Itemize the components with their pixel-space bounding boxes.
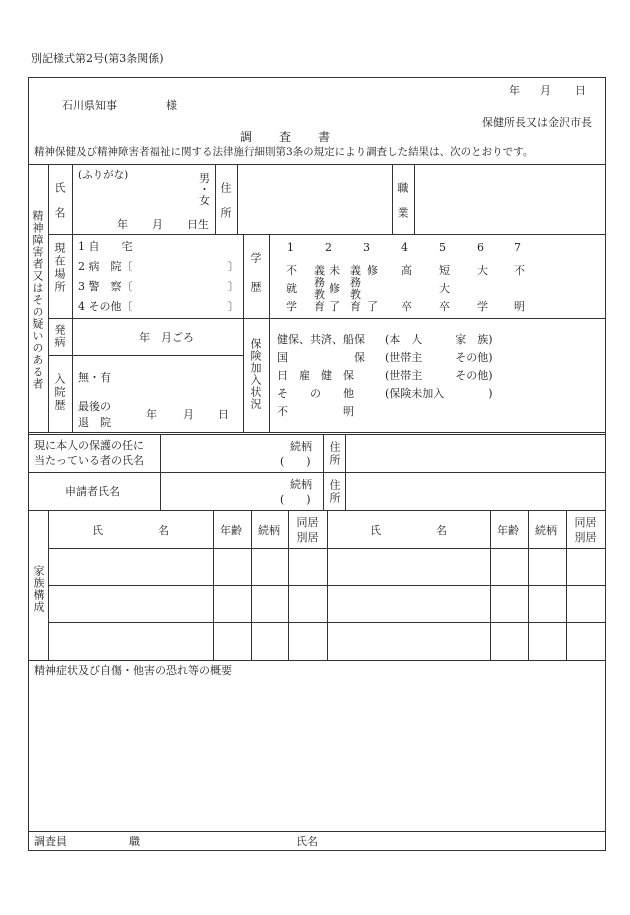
family-col-relation: 続柄 — [535, 524, 557, 537]
education-number: 4 — [401, 241, 408, 254]
education-option-char: 不 — [514, 264, 525, 277]
education-option-char: 学 — [477, 300, 488, 313]
hospital-history-label: 入院歴 — [53, 373, 66, 412]
applicant-address-label: 住所 — [328, 479, 341, 505]
education-number: 7 — [514, 241, 521, 254]
bracket-close: 〕 — [228, 300, 239, 313]
symptoms-label: 精神症状及び自傷・他害の恐れ等の概要 — [34, 664, 232, 677]
education-option-char: 未 — [329, 264, 340, 277]
education-number: 6 — [477, 241, 484, 254]
education-option-char: 了 — [329, 300, 340, 313]
insurance-type: そ の 他 — [277, 387, 354, 400]
discharge-month: 月 — [183, 408, 194, 421]
guardian-label-line2: 当たっている者の氏名 — [34, 454, 144, 467]
education-number: 3 — [363, 241, 370, 254]
sex-male: 男 — [199, 172, 210, 185]
education-option-char: 教 — [350, 288, 361, 301]
bracket-close: 〕 — [228, 280, 239, 293]
address-label: 住所 — [219, 182, 232, 232]
education-option-char: 大 — [477, 264, 488, 277]
family-section-label: 家族構成 — [32, 565, 45, 613]
patient-section-label: 精神障害者又はその疑いのある者 — [31, 210, 44, 390]
family-col-age: 年齢 — [497, 524, 519, 537]
onset-value: 年 月ごろ — [139, 331, 194, 344]
education-number: 2 — [325, 241, 332, 254]
location-item-police: 3 警 察〔 — [78, 280, 133, 293]
guardian-relation: 続柄 — [290, 440, 312, 453]
applicant-label: 申請者氏名 — [65, 485, 120, 498]
insurance-type: 健保、共済、船保 — [277, 333, 365, 346]
hospital-history-value: 無・有 — [78, 371, 111, 384]
education-number: 5 — [439, 241, 446, 254]
position-label: 職 — [129, 835, 140, 848]
family-col-cohabit: 同居 別居 — [296, 516, 319, 544]
investigator-name-label: 氏名 — [296, 835, 318, 848]
birth-month: 月 — [152, 218, 163, 231]
intro-text: 精神保健及び精神障害者福祉に関する法律施行細則第3条の規定により調査した結果は、次のとおりです。 — [34, 146, 534, 158]
page-title: 調 査 書 — [240, 130, 332, 144]
insurance-detail: (本 人 家 族) — [385, 333, 493, 346]
education-label: 学歴 — [249, 252, 262, 310]
education-option-char: 就 — [286, 282, 297, 295]
education-option-char: 教 — [314, 288, 325, 301]
insurance-label: 保険加入状況 — [249, 338, 262, 410]
education-option-char: 不 — [286, 264, 297, 277]
education-option-char: 修 — [367, 264, 378, 277]
education-option-char: 卒 — [439, 300, 450, 313]
insurance-detail: (保険未加入 ) — [385, 387, 493, 400]
last-discharge-line1: 最後の — [78, 400, 111, 413]
insurance-type: 不 明 — [277, 405, 354, 418]
addressee-sama: 様 — [166, 99, 177, 112]
date-month: 月 — [540, 84, 551, 97]
education-option-char: 務 — [350, 276, 361, 289]
education-option-char: 学 — [286, 300, 297, 313]
bracket-close: 〕 — [228, 260, 239, 273]
education-option-char: 育 — [314, 300, 325, 313]
birth-year: 年 — [117, 218, 128, 231]
applicant-relation-paren: ( ) — [280, 493, 311, 506]
sex-female: 女 — [199, 194, 210, 207]
family-col-name: 氏 名 — [92, 524, 169, 537]
occupation-label: 職業 — [396, 182, 409, 232]
applicant-relation: 続柄 — [290, 478, 312, 491]
insurance-detail: (世帯主 その他) — [385, 351, 493, 364]
family-col-name: 氏 名 — [370, 524, 447, 537]
location-label: 現在場所 — [53, 242, 66, 294]
furigana-label: (ふりがな) — [78, 169, 129, 181]
insurance-type: 国 保 — [277, 351, 365, 364]
education-option-char: 高 — [401, 264, 412, 277]
insurance-type: 日 雇 健 保 — [277, 369, 354, 382]
education-option-char: 卒 — [401, 300, 412, 313]
education-option-char: 明 — [514, 300, 525, 313]
education-option-char: 大 — [439, 282, 450, 295]
education-number: 1 — [287, 241, 294, 254]
family-col-relation: 続柄 — [258, 524, 280, 537]
education-option-char: 育 — [350, 300, 361, 313]
date-day: 日 — [575, 84, 586, 97]
education-option-char: 修 — [329, 282, 340, 295]
sender: 保健所長又は金沢市長 — [482, 116, 592, 129]
location-item-other: 4 その他〔 — [78, 300, 133, 313]
guardian-address-label: 住所 — [328, 441, 341, 467]
addressee: 石川県知事 — [62, 99, 117, 112]
discharge-day: 日 — [218, 408, 229, 421]
last-discharge-line2: 退 院 — [78, 416, 111, 429]
sex-dot: ・ — [199, 183, 210, 196]
education-option-char: 義 — [350, 264, 361, 277]
guardian-relation-paren: ( ) — [280, 455, 311, 468]
insurance-detail: (世帯主 その他) — [385, 369, 493, 382]
family-col-cohabit: 同居 別居 — [574, 516, 597, 544]
education-option-char: 了 — [367, 300, 378, 313]
education-option-char: 義 — [314, 264, 325, 277]
guardian-label-line1: 現に本人の保護の任に — [34, 439, 144, 452]
date-year: 年 — [509, 84, 520, 97]
birth-day: 日生 — [187, 218, 209, 231]
family-col-age: 年齢 — [220, 524, 242, 537]
onset-label: 発病 — [53, 324, 66, 348]
name-label: 氏名 — [53, 182, 66, 232]
investigator-label: 調査員 — [34, 835, 67, 848]
location-item-hospital: 2 病 院〔 — [78, 260, 133, 273]
education-option-char: 務 — [314, 276, 325, 289]
form-number: 別記様式第2号(第3条関係) — [31, 52, 164, 65]
discharge-year: 年 — [146, 408, 157, 421]
location-item-home: 1 自 宅 — [78, 240, 133, 253]
education-option-char: 短 — [439, 264, 450, 277]
